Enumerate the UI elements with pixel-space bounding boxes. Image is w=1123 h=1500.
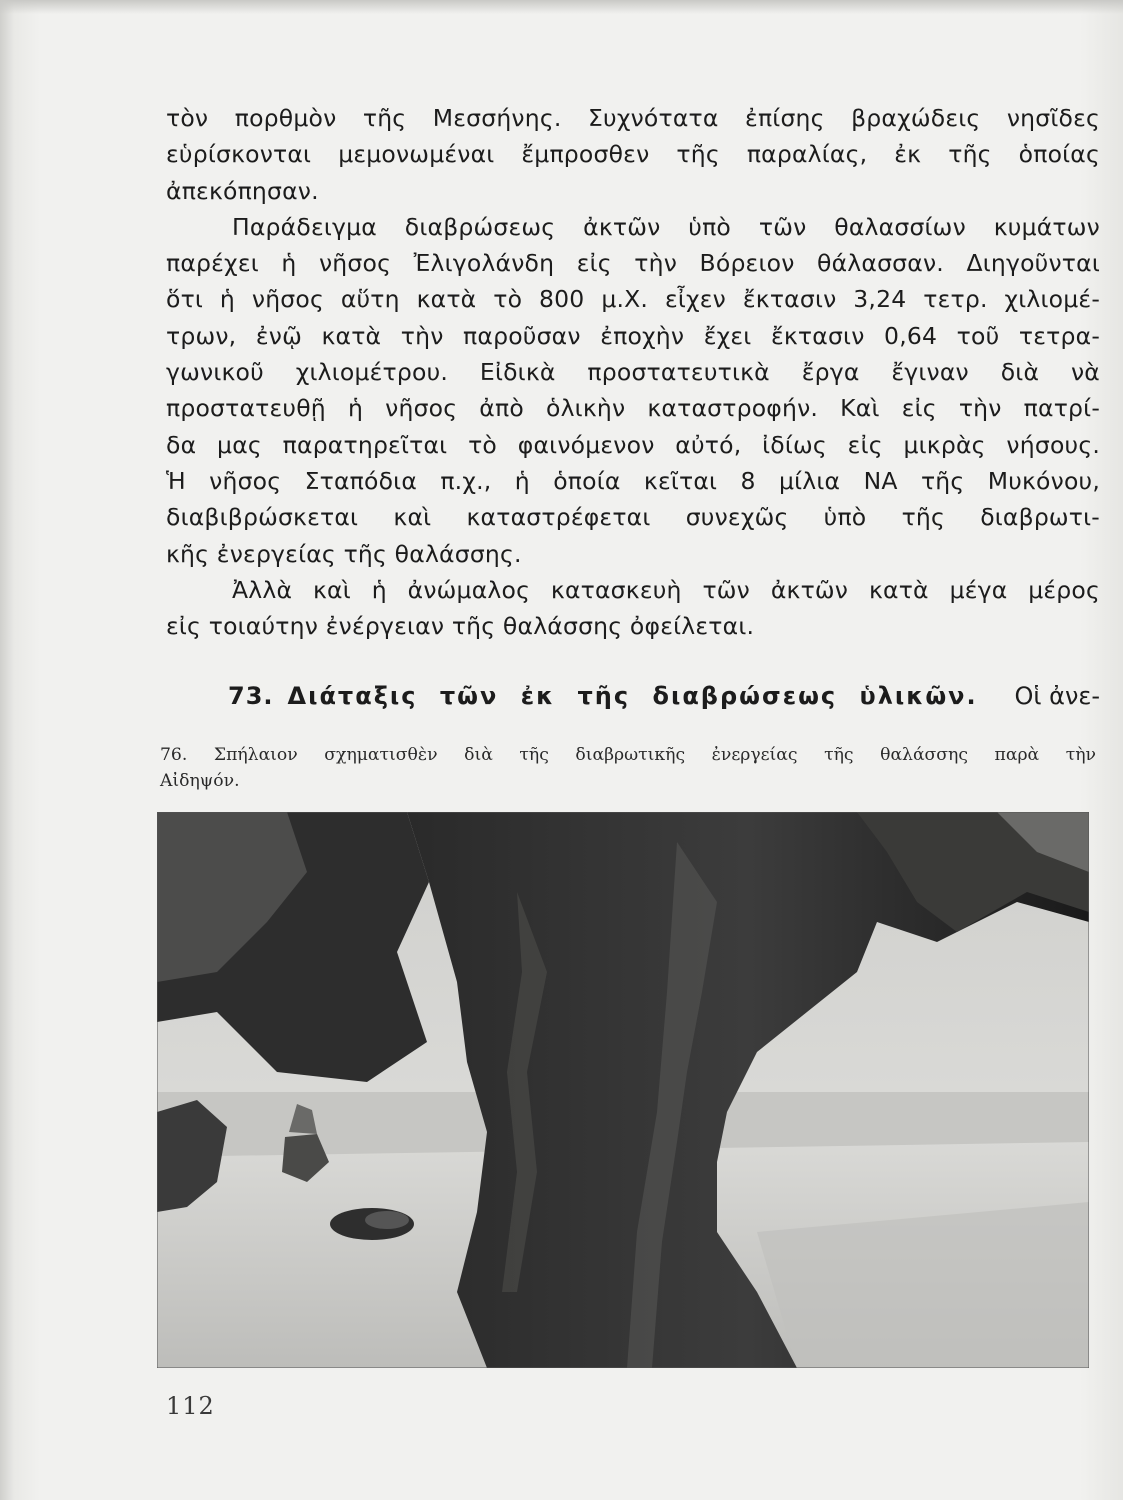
body-line-8: γωνικοῦ χιλιομέτρου. Εἰδικὰ προστατευτικὰ ἔργα ἔγιναν διὰ νὰ (166, 358, 1100, 387)
body-line-3: ἀπεκόπησαν. (166, 176, 319, 205)
body-line-4: Παράδειγμα διαβρώσεως ἀκτῶν ὑπὸ τῶν θαλασσίων κυμάτων (232, 212, 1100, 241)
figure-caption (160, 742, 1096, 794)
body-line-11: Ἡ νῆσος Σταπόδια π.χ., ἡ ὁποία κεῖται 8 μίλια ΝΑ τῆς Μυκόνου, (166, 466, 1100, 495)
body-line-5: παρέχει ἡ νῆσος Ἐλιγολάνδη εἰς τὴν Βόρειον θάλασσαν. Διηγοῦνται (166, 249, 1100, 278)
page-top-shadow (0, 0, 1123, 14)
body-line-10: δα μας παρατηρεῖται τὸ φαινόμενον αὐτό, ἰδίως εἰς μικρὰς νήσους. (166, 430, 1100, 459)
body-line-2: εὑρίσκονται μεμονωμέναι ἔμπροσθεν τῆς παραλίας, ἐκ τῆς ὁποίας (166, 140, 1100, 169)
body-line-13: κῆς ἐνεργείας τῆς θαλάσσης. (166, 539, 522, 568)
sea-cave-photo (157, 812, 1089, 1368)
body-line-1: τὸν πορθμὸν τῆς Μεσσήνης. Συχνότατα ἐπίσης βραχώδεις νησῖδες (166, 104, 1100, 132)
caption-line-2: Αἰδηψόν. (160, 771, 240, 791)
section-number: 73. (228, 682, 274, 710)
section-title: Διάταξις τῶν ἐκ τῆς διαβρώσεως ὑλικῶν. (287, 682, 978, 710)
caption-line-1: 76. Σπήλαιον σχηματισθὲν διὰ τῆς διαβρωτικῆς ἐνεργείας τῆς θαλάσσης παρὰ τὴν (160, 745, 1096, 765)
body-line-12: διαβιβρώσκεται καὶ καταστρέφεται συνεχῶς ὑπὸ τῆς διαβρωτι- (166, 503, 1100, 532)
body-line-9: προστατευθῇ ἡ νῆσος ἀπὸ ὁλικὴν καταστροφήν. Καὶ εἰς τὴν πατρί- (166, 394, 1100, 423)
section-continuation: Οἱ ἀνε- (1014, 682, 1100, 710)
section-heading (228, 682, 1100, 710)
body-line-6: ὅτι ἡ νῆσος αὕτη κατὰ τὸ 800 μ.Χ. εἶχεν ἔκτασιν 3,24 τετρ. χιλιομέ- (166, 285, 1100, 314)
body-line-15: εἰς τοιαύτην ἐνέργειαν τῆς θαλάσσης ὀφείλεται. (166, 612, 755, 641)
page-number: 112 (166, 1392, 215, 1420)
body-line-14: Ἀλλὰ καὶ ἡ ἀνώμαλος κατασκευὴ τῶν ἀκτῶν κατὰ μέγα μέρος (232, 575, 1100, 604)
body-text (166, 100, 1100, 644)
body-line-7: τρων, ἐνῷ κατὰ τὴν παροῦσαν ἐποχὴν ἔχει ἔκτασιν 0,64 τοῦ τετρα- (166, 321, 1100, 350)
